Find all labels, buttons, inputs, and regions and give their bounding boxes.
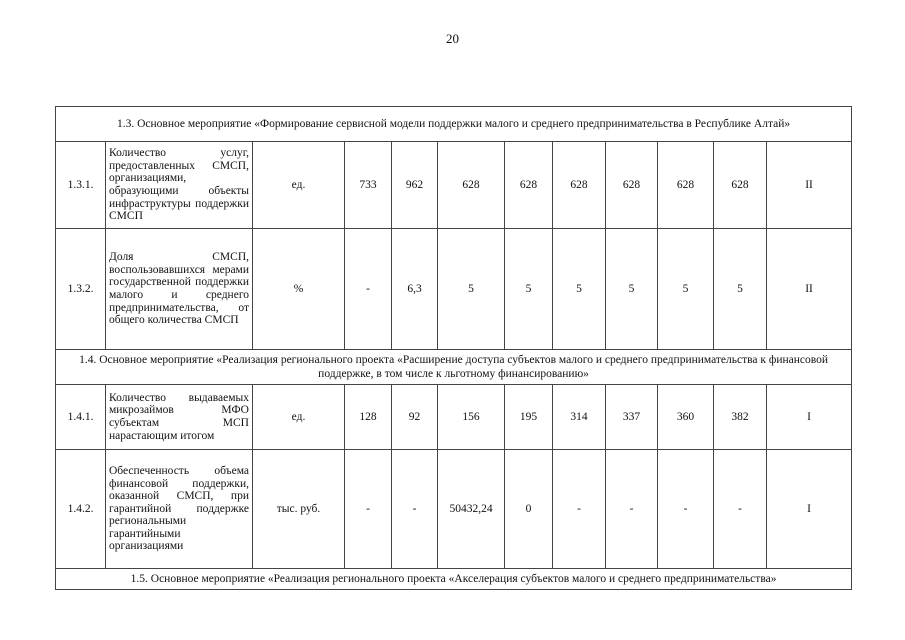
table-row — [56, 385, 852, 450]
value-cell: 5 — [714, 229, 767, 350]
unit-cell: ед. — [253, 385, 345, 450]
value-cell: 628 — [714, 142, 767, 229]
indicator-name: Количество выдаваемых микрозаймов МФО субъектам МСП нарастающим итогом — [106, 385, 253, 450]
value-cell: 92 — [392, 385, 438, 450]
value-cell: 733 — [345, 142, 392, 229]
category-cell: II — [767, 229, 852, 350]
value-cell: 5 — [658, 229, 714, 350]
value-cell: 6,3 — [392, 229, 438, 350]
value-cell: - — [606, 450, 658, 569]
category-cell: I — [767, 385, 852, 450]
section-title: 1.5. Основное мероприятие «Реализация регионального проекта «Акселерация субъектов малого и среднего предпринимательства» — [56, 569, 852, 590]
value-cell: - — [714, 450, 767, 569]
section-row — [56, 107, 852, 142]
table-row — [56, 450, 852, 569]
page-number: 20 — [446, 31, 459, 46]
value-cell: 5 — [606, 229, 658, 350]
section-title: 1.4. Основное мероприятие «Реализация регионального проекта «Расширение доступа субъектов малого и среднего предпринимательства к финансовой поддержке, в том числе к льготному финансированию» — [56, 350, 852, 385]
value-cell: - — [345, 450, 392, 569]
value-cell: 628 — [438, 142, 505, 229]
value-cell: - — [553, 450, 606, 569]
value-cell: 128 — [345, 385, 392, 450]
table-row — [56, 229, 852, 350]
indicator-name: Обеспеченность объема финансовой поддержки, оказанной СМСП, при гарантийной поддержке региональными гарантийными организациями — [106, 450, 253, 569]
row-number: 1.4.1. — [56, 385, 106, 450]
value-cell: 337 — [606, 385, 658, 450]
value-cell: 5 — [505, 229, 553, 350]
value-cell: - — [392, 450, 438, 569]
value-cell: 5 — [438, 229, 505, 350]
row-number: 1.3.2. — [56, 229, 106, 350]
section-row — [56, 569, 852, 590]
unit-cell: % — [253, 229, 345, 350]
value-cell: 0 — [505, 450, 553, 569]
value-cell: 195 — [505, 385, 553, 450]
value-cell: 50432,24 — [438, 450, 505, 569]
section-title: 1.3. Основное мероприятие «Формирование сервисной модели поддержки малого и среднего предпринимательства в Республике Алтай» — [56, 107, 852, 142]
category-cell: II — [767, 142, 852, 229]
value-cell: 628 — [553, 142, 606, 229]
value-cell: 962 — [392, 142, 438, 229]
value-cell: 156 — [438, 385, 505, 450]
value-cell: 360 — [658, 385, 714, 450]
indicator-name: Доля СМСП, воспользовавшихся мерами государственной поддержки малого и среднего предпринимательства, от общего количества СМСП — [106, 229, 253, 350]
indicator-name: Количество услуг, предоставленных СМСП, организациями, образующими объекты инфраструктуры поддержки СМСП — [106, 142, 253, 229]
value-cell: - — [345, 229, 392, 350]
value-cell: 5 — [553, 229, 606, 350]
value-cell: 628 — [606, 142, 658, 229]
indicators-table — [55, 106, 852, 590]
unit-cell: тыс. руб. — [253, 450, 345, 569]
category-cell: I — [767, 450, 852, 569]
table-row — [56, 142, 852, 229]
value-cell: 628 — [658, 142, 714, 229]
unit-cell: ед. — [253, 142, 345, 229]
value-cell: - — [658, 450, 714, 569]
section-row — [56, 350, 852, 385]
row-number: 1.3.1. — [56, 142, 106, 229]
value-cell: 382 — [714, 385, 767, 450]
value-cell: 314 — [553, 385, 606, 450]
value-cell: 628 — [505, 142, 553, 229]
row-number: 1.4.2. — [56, 450, 106, 569]
